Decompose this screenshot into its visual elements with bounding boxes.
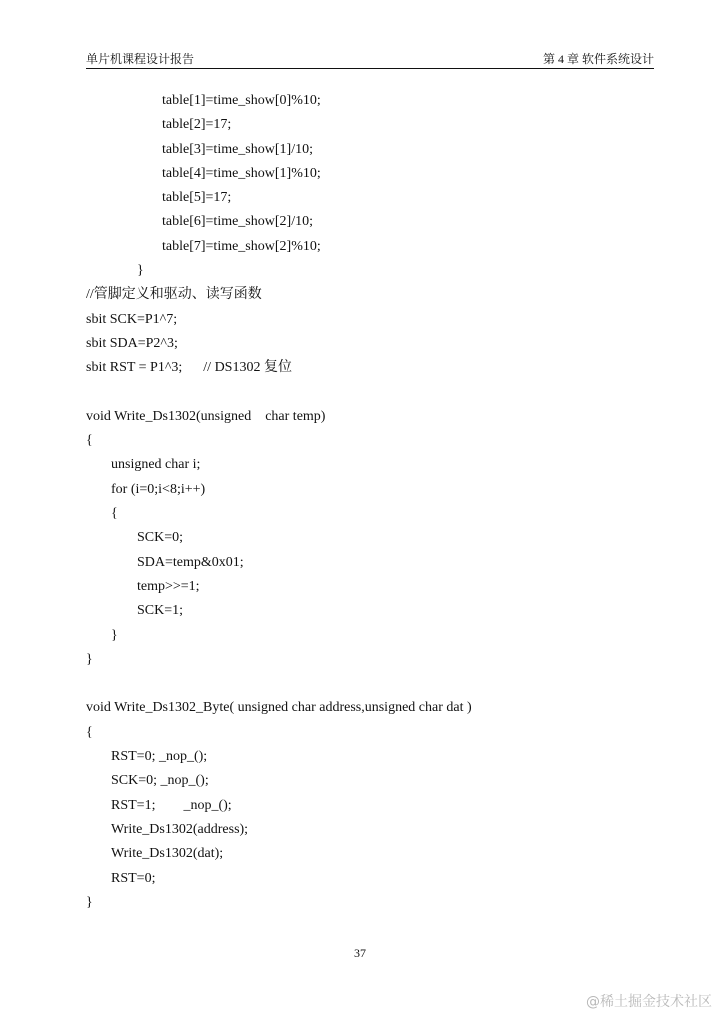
code-line: { [111, 506, 118, 522]
code-line: } [86, 651, 93, 667]
code-line: table[4]=time_show[1]%10; [162, 165, 321, 181]
code-line: SCK=0; [137, 530, 184, 546]
code-line: temp>>=1; [137, 578, 200, 594]
code-listing [86, 89, 654, 915]
code-line: SCK=1; [137, 603, 184, 619]
code-line: SDA=temp&0x01; [137, 554, 244, 570]
code-line: sbit SCK=P1^7; [86, 311, 178, 327]
code-line: table[3]=time_show[1]/10; [162, 141, 313, 157]
code-line: RST=1; _nop_(); [111, 797, 232, 813]
code-line: sbit SDA=P2^3; [86, 335, 178, 351]
code-line: void Write_Ds1302(unsigned char temp) [86, 408, 326, 424]
code-line: table[1]=time_show[0]%10; [162, 93, 321, 108]
code-line: { [86, 433, 93, 449]
code-line: unsigned char i; [111, 457, 201, 473]
code-line: table[6]=time_show[2]/10; [162, 214, 313, 230]
code-line: Write_Ds1302(dat); [111, 846, 224, 862]
watermark: @稀土掘金技术社区 [586, 994, 712, 1010]
code-line: table[2]=17; [162, 117, 232, 133]
code-line: { [86, 724, 93, 740]
code-line: RST=0; [111, 870, 156, 886]
code-line: for (i=0;i<8;i++) [111, 481, 206, 497]
code-line: //管脚定义和驱动、读写函数 [86, 287, 262, 303]
code-line: SCK=0; _nop_(); [111, 773, 209, 789]
code-line: Write_Ds1302(address); [111, 821, 249, 837]
code-line: RST=0; _nop_(); [111, 749, 208, 765]
header-divider [86, 68, 654, 69]
code-line: } [137, 263, 144, 279]
code-line: } [86, 894, 93, 910]
code-line: table[5]=17; [162, 190, 232, 206]
code-line: } [111, 627, 118, 643]
header-report-title: 单片机课程设计报告 [86, 52, 195, 66]
code-line: table[7]=time_show[2]%10; [162, 238, 321, 254]
code-line: sbit RST = P1^3; // DS1302 复位 [86, 360, 292, 376]
code-line: void Write_Ds1302_Byte( unsigned char address,unsigned char dat ) [86, 700, 472, 716]
code-line [86, 381, 654, 405]
page-header [86, 50, 654, 68]
page-number: 37 [354, 946, 366, 960]
code-line [86, 672, 654, 696]
header-chapter-title: 第 4 章 软件系统设计 [542, 52, 654, 66]
